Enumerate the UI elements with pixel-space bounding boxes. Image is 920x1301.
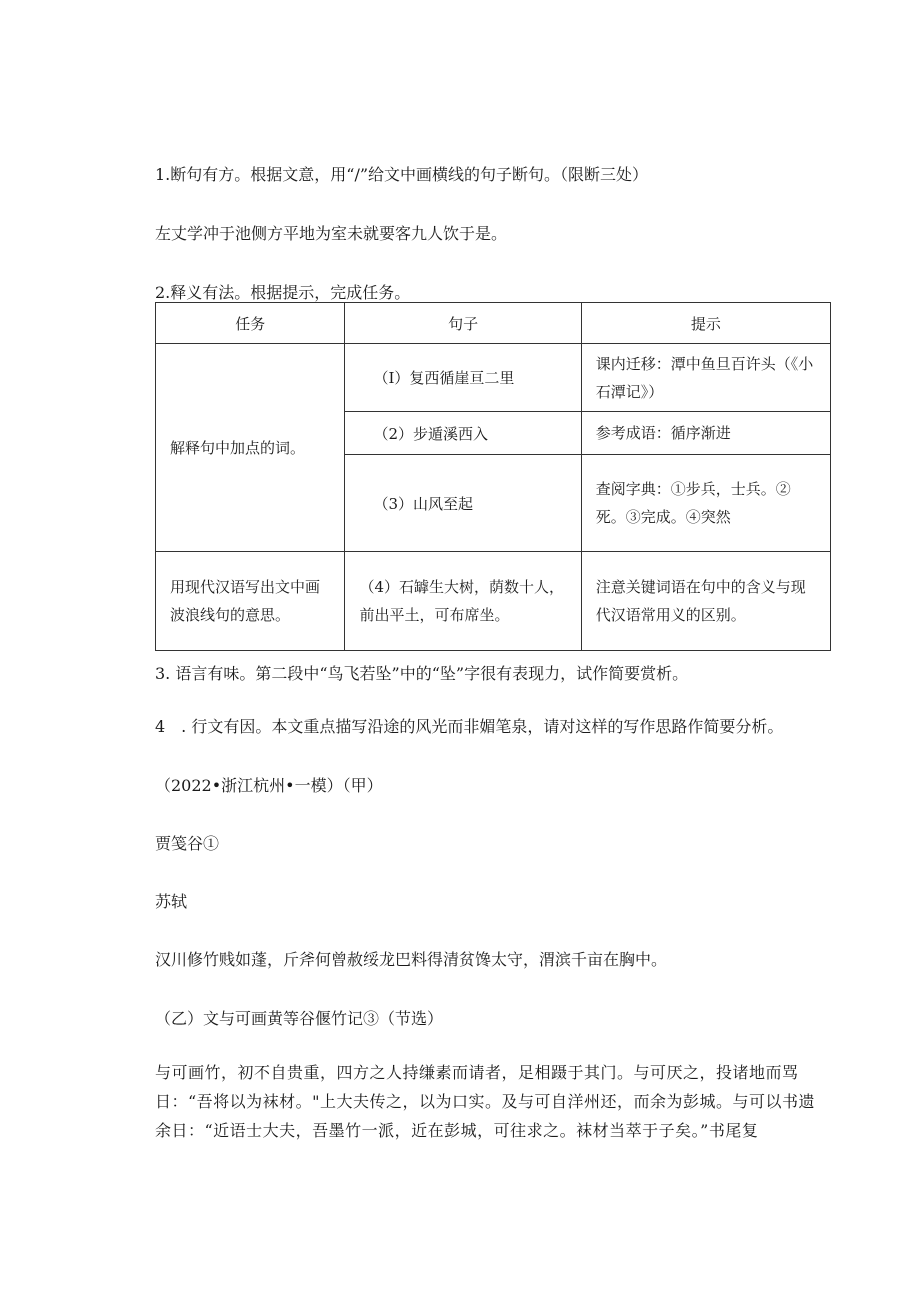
sentence-cell: （2）步遁溪西入 (345, 412, 581, 455)
header-hint: 提示 (581, 303, 830, 344)
table-header-row (156, 303, 831, 344)
task-table (155, 302, 831, 651)
poem-title: 贾笺谷① (155, 834, 220, 853)
table-row (156, 552, 831, 651)
question-1-prompt: 1.断句有方。根据文意，用“/”给文中画横线的句子断句。（限断三处） (155, 165, 649, 184)
question-2-prompt: 2.释义有法。根据提示，完成任务。 (155, 283, 411, 302)
task-1-cell: 解释句中加点的词。 (156, 344, 345, 552)
prose-title: （乙）文与可画黄等谷偃竹记③（节选） (155, 1009, 444, 1028)
poem-author: 苏轼 (155, 892, 188, 911)
hint-cell: 课内迁移：潭中鱼旦百许头（《小石潭记》） (581, 344, 830, 412)
sentence-cell: （4）石罅生大树，荫数十人，前出平土，可布席坐。 (345, 552, 581, 651)
prose-text: 与可画竹，初不自贵重，四方之人持缣素而请者，足相蹑于其门。与可厌之，投诸地而骂日：“吾将以为袜材。"上大夫传之，以为口实。及与可自洋州还，而余为彭城。与可以书遗余日：“近语士大夫，吾墨竹一派，近在彭城，可往求之。袜材当萃于子矣。”书尾复 (155, 1063, 816, 1140)
task-2-cell: 用现代汉语写出文中画波浪线句的意思。 (156, 552, 345, 651)
sentence-cell: （I）复西循崖亘二里 (345, 344, 581, 412)
source-line: （2022•浙江杭州•一模）（甲） (155, 776, 383, 795)
header-sentence: 句子 (345, 303, 581, 344)
sentence-cell: （3）山风至起 (345, 455, 581, 552)
hint-cell: 查阅字典：①步兵，士兵。②死。③完成。④突然 (581, 455, 830, 552)
table-row (156, 344, 831, 412)
header-task: 任务 (156, 303, 345, 344)
question-3: 3. 语言有味。第二段中“鸟飞若坠”中的“坠”字很有表现力，试作简要赏析。 (155, 664, 689, 683)
hint-cell: 参考成语：循序渐进 (581, 412, 830, 455)
question-1-sentence: 左丈学冲于池侧方平地为室未就要客九人饮于是。 (155, 224, 508, 243)
poem-text: 汉川修竹贱如蓬，斤斧何曾赦绥龙巴料得清贫馋太守，渭滨千亩在胸中。 (155, 950, 668, 969)
question-4: 4 . 行文有因。本文重点描写沿途的风光而非媚笔泉，请对这样的写作思路作简要分析。 (155, 717, 784, 736)
hint-cell: 注意关键词语在句中的含义与现代汉语常用义的区别。 (581, 552, 830, 651)
